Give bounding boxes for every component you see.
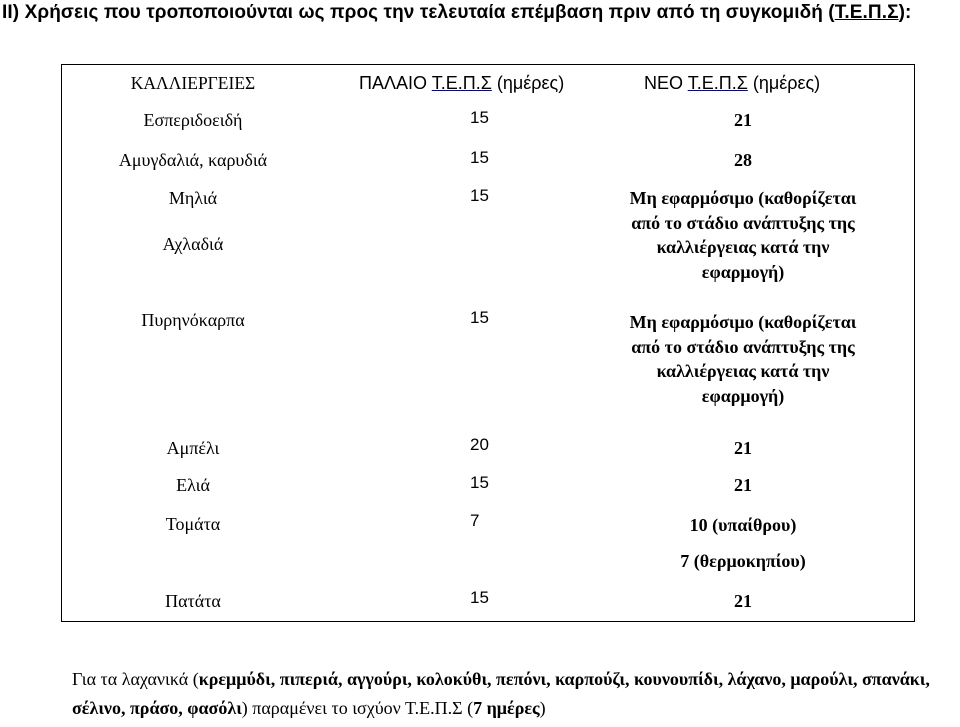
table-row-crop: Ελιά	[176, 475, 210, 495]
table-row-new: 21	[734, 591, 752, 611]
header-old-phi: ΠΑΛΑΙΟ Τ.Ε.Π.Σ (ημέρες)	[359, 73, 565, 93]
heading-suffix: ):	[898, 2, 912, 23]
table-row-new: Μη εφαρμόσιμο (καθορίζεται από το στάδιο ανάπτυξης της καλλιέργειας κατά την εφαρμογή)	[629, 312, 857, 406]
table-row-crop-secondary: Αχλαδιά	[162, 234, 224, 254]
table-row-new: 21	[734, 110, 752, 130]
table-row-new: 21	[734, 475, 752, 495]
header-new-phi: ΝΕΟ Τ.Ε.Π.Σ (ημέρες)	[644, 73, 821, 93]
footnote: Για τα λαχανικά (κρεμμύδι, πιπεριά, αγγούρι, κολοκύθι, πεπόνι, καρπούζι, κουνουπίδι, λάχανο, μαρούλι, σπανάκι, σέλινο, πράσο, φασόλι) παραμένει το ισχύον Τ.Ε.Π.Σ (7 ημέρες)	[72, 669, 930, 718]
heading-term: Τ.Ε.Π.Σ	[834, 2, 899, 23]
table-row-new: 10 (υπαίθρου)	[689, 515, 797, 535]
phi-table	[61, 64, 915, 622]
table-row-old: 20	[470, 435, 489, 454]
table-row-crop: Πυρηνόκαρπα	[141, 310, 245, 330]
table-row-crop: Αμπέλι	[166, 438, 220, 458]
table-row-new: Μη εφαρμόσιμο (καθορίζεται από το στάδιο ανάπτυξης της καλλιέργειας κατά την εφαρμογή)	[629, 188, 857, 282]
header-crops: ΚΑΛΛΙΕΡΓΕΙΕΣ	[130, 73, 256, 93]
table-row-new: 28	[734, 150, 752, 170]
table-row-crop: Πατάτα	[165, 591, 221, 611]
table-row-old: 15	[470, 148, 489, 167]
table-row-old: 15	[470, 108, 489, 127]
table-row-new-secondary: 7 (θερμοκηπίου)	[680, 551, 806, 571]
footnote-days: 7 ημέρες	[473, 697, 540, 718]
table-row-old: 15	[470, 473, 489, 492]
section-heading	[2, 2, 911, 24]
table-row-new: 21	[734, 438, 752, 458]
table-row-crop: Τομάτα	[165, 514, 221, 534]
footnote-vegetables: κρεμμύδι, πιπεριά, αγγούρι, κολοκύθι, πεπόνι, καρπούζι, κουνουπίδι, λάχανο, μαρούλι, σπανάκι, σέλινο, πράσο, φασόλι	[72, 669, 930, 718]
heading-text: ΙΙ) Χρήσεις που τροποποιούνται ως προς την τελευταία επέμβαση πριν από τη συγκομιδή (	[2, 2, 835, 23]
table-row-old: 15	[470, 186, 489, 205]
table-row-old: 15	[470, 588, 489, 607]
table-row-crop: Αμυγδαλιά, καρυδιά	[118, 150, 268, 170]
table-row-old: 7	[470, 511, 480, 530]
table-row-crop: Μηλιά	[168, 188, 218, 208]
table-row-crop: Εσπεριδοειδή	[143, 110, 243, 130]
table-row-old: 15	[470, 308, 489, 327]
